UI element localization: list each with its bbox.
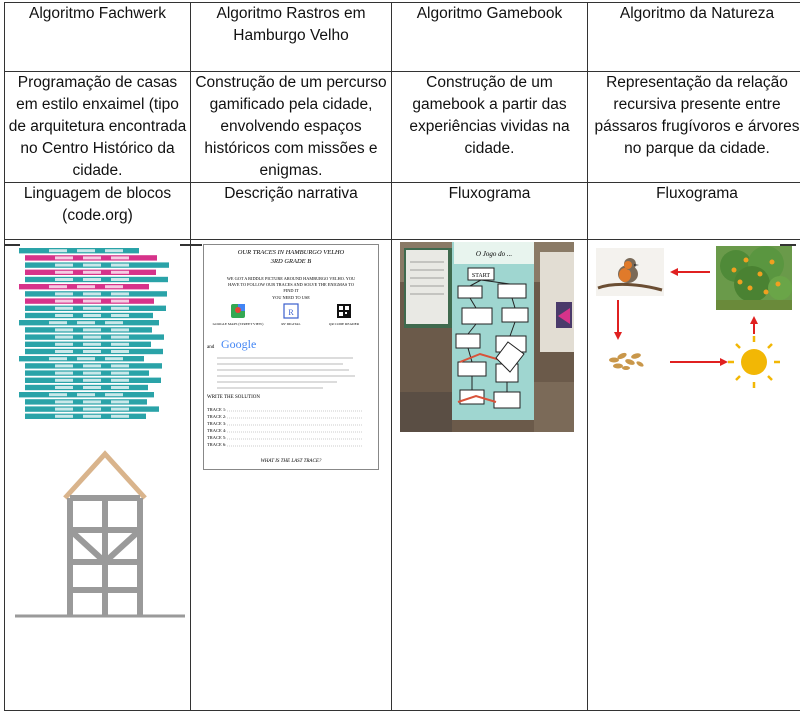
divider-mark-right	[780, 244, 796, 246]
google-logo: Google	[221, 337, 257, 351]
worksheet-image	[203, 244, 379, 470]
header-natureza: Algoritmo da Natureza	[588, 3, 800, 72]
trace-6: TRACE 6:	[207, 442, 227, 447]
trace-5: TRACE 5:	[207, 435, 227, 440]
language-fachwerk: Linguagem de blocos (code.org)	[5, 183, 191, 240]
tree-image	[716, 246, 792, 310]
worksheet-need-label: YOU NEED TO USE	[272, 295, 310, 300]
language-rastros: Descrição narrativa	[191, 183, 392, 240]
image-row	[5, 240, 800, 711]
trace-4: TRACE 4:	[207, 428, 227, 433]
algorithms-table	[4, 2, 800, 711]
worksheet-grade: 3RD GRADE B	[270, 258, 312, 265]
qr-code-icon	[337, 304, 351, 318]
description-natureza: Representação da relação recursiva presente entre pássaros frugívoros e árvores no parque da cidade.	[588, 72, 800, 183]
language-gamebook: Fluxograma	[392, 183, 588, 240]
rv-digital-icon	[284, 304, 298, 318]
write-solution-label: WRITE THE SOLUTION	[207, 395, 260, 400]
header-rastros: Algoritmo Rastros em Hamburgo Velho	[191, 3, 392, 72]
header-fachwerk: Algoritmo Fachwerk	[5, 3, 191, 72]
language-natureza: Fluxograma	[588, 183, 800, 240]
image-cell-rastros	[191, 240, 392, 711]
trace-2: TRACE 2:	[207, 414, 227, 419]
worksheet-title: OUR TRACES IN HAMBURGO VELHO	[237, 249, 345, 256]
worksheet-instructions-3: FIND IT	[283, 288, 299, 293]
gamebook-cover-title: O Jogo do ...	[475, 250, 513, 258]
svg-text:R: R	[288, 308, 294, 317]
description-row	[5, 72, 800, 183]
trace-3: TRACE 3:	[207, 421, 227, 426]
worksheet-instructions-1: WE GOT A RIDDLE PICTURE AROUND HAMBURGO VELHO. YOU	[226, 276, 356, 281]
gamebook-photo	[400, 242, 574, 432]
header-row	[5, 3, 800, 72]
worksheet-footer: WHAT IS THE LAST TRACE?	[260, 459, 322, 464]
divider-mark-left	[4, 244, 20, 246]
header-gamebook: Algoritmo Gamebook	[392, 3, 588, 72]
bird-image	[596, 248, 664, 296]
google-maps-icon	[231, 304, 245, 318]
worksheet-instructions-2: HAVE TO FOLLOW OUR TRACES AND SOLVE THE ENIGMAS TO	[228, 282, 354, 287]
app-label-qr: QR CODE READER	[328, 322, 360, 326]
description-rastros: Construção de um percurso gamificado pela cidade, envolvendo espaços históricos com missões e enigmas.	[191, 72, 392, 183]
gamebook-start-box: START	[471, 273, 491, 279]
app-label-rv: RV DIGITAL	[281, 322, 301, 326]
image-cell-fachwerk	[5, 240, 191, 711]
and-label: and	[207, 345, 215, 350]
language-row	[5, 183, 800, 240]
fachwerk-house-drawing	[15, 450, 185, 626]
image-cell-gamebook	[392, 240, 588, 711]
description-fachwerk: Programação de casas em estilo enxaimel (tipo de arquitetura encontrada no Centro Histórico da cidade.	[5, 72, 191, 183]
trace-1: TRACE 1:	[207, 407, 227, 412]
description-gamebook: Construção de um gamebook a partir das experiências vividas na cidade.	[392, 72, 588, 183]
divider-mark-1	[180, 244, 202, 246]
app-label-maps: GOOGLE MAPS (STREET VIEW)	[212, 322, 264, 326]
image-cell-natureza	[588, 240, 800, 711]
block-code-image	[19, 246, 169, 422]
nature-flowchart	[590, 244, 800, 388]
